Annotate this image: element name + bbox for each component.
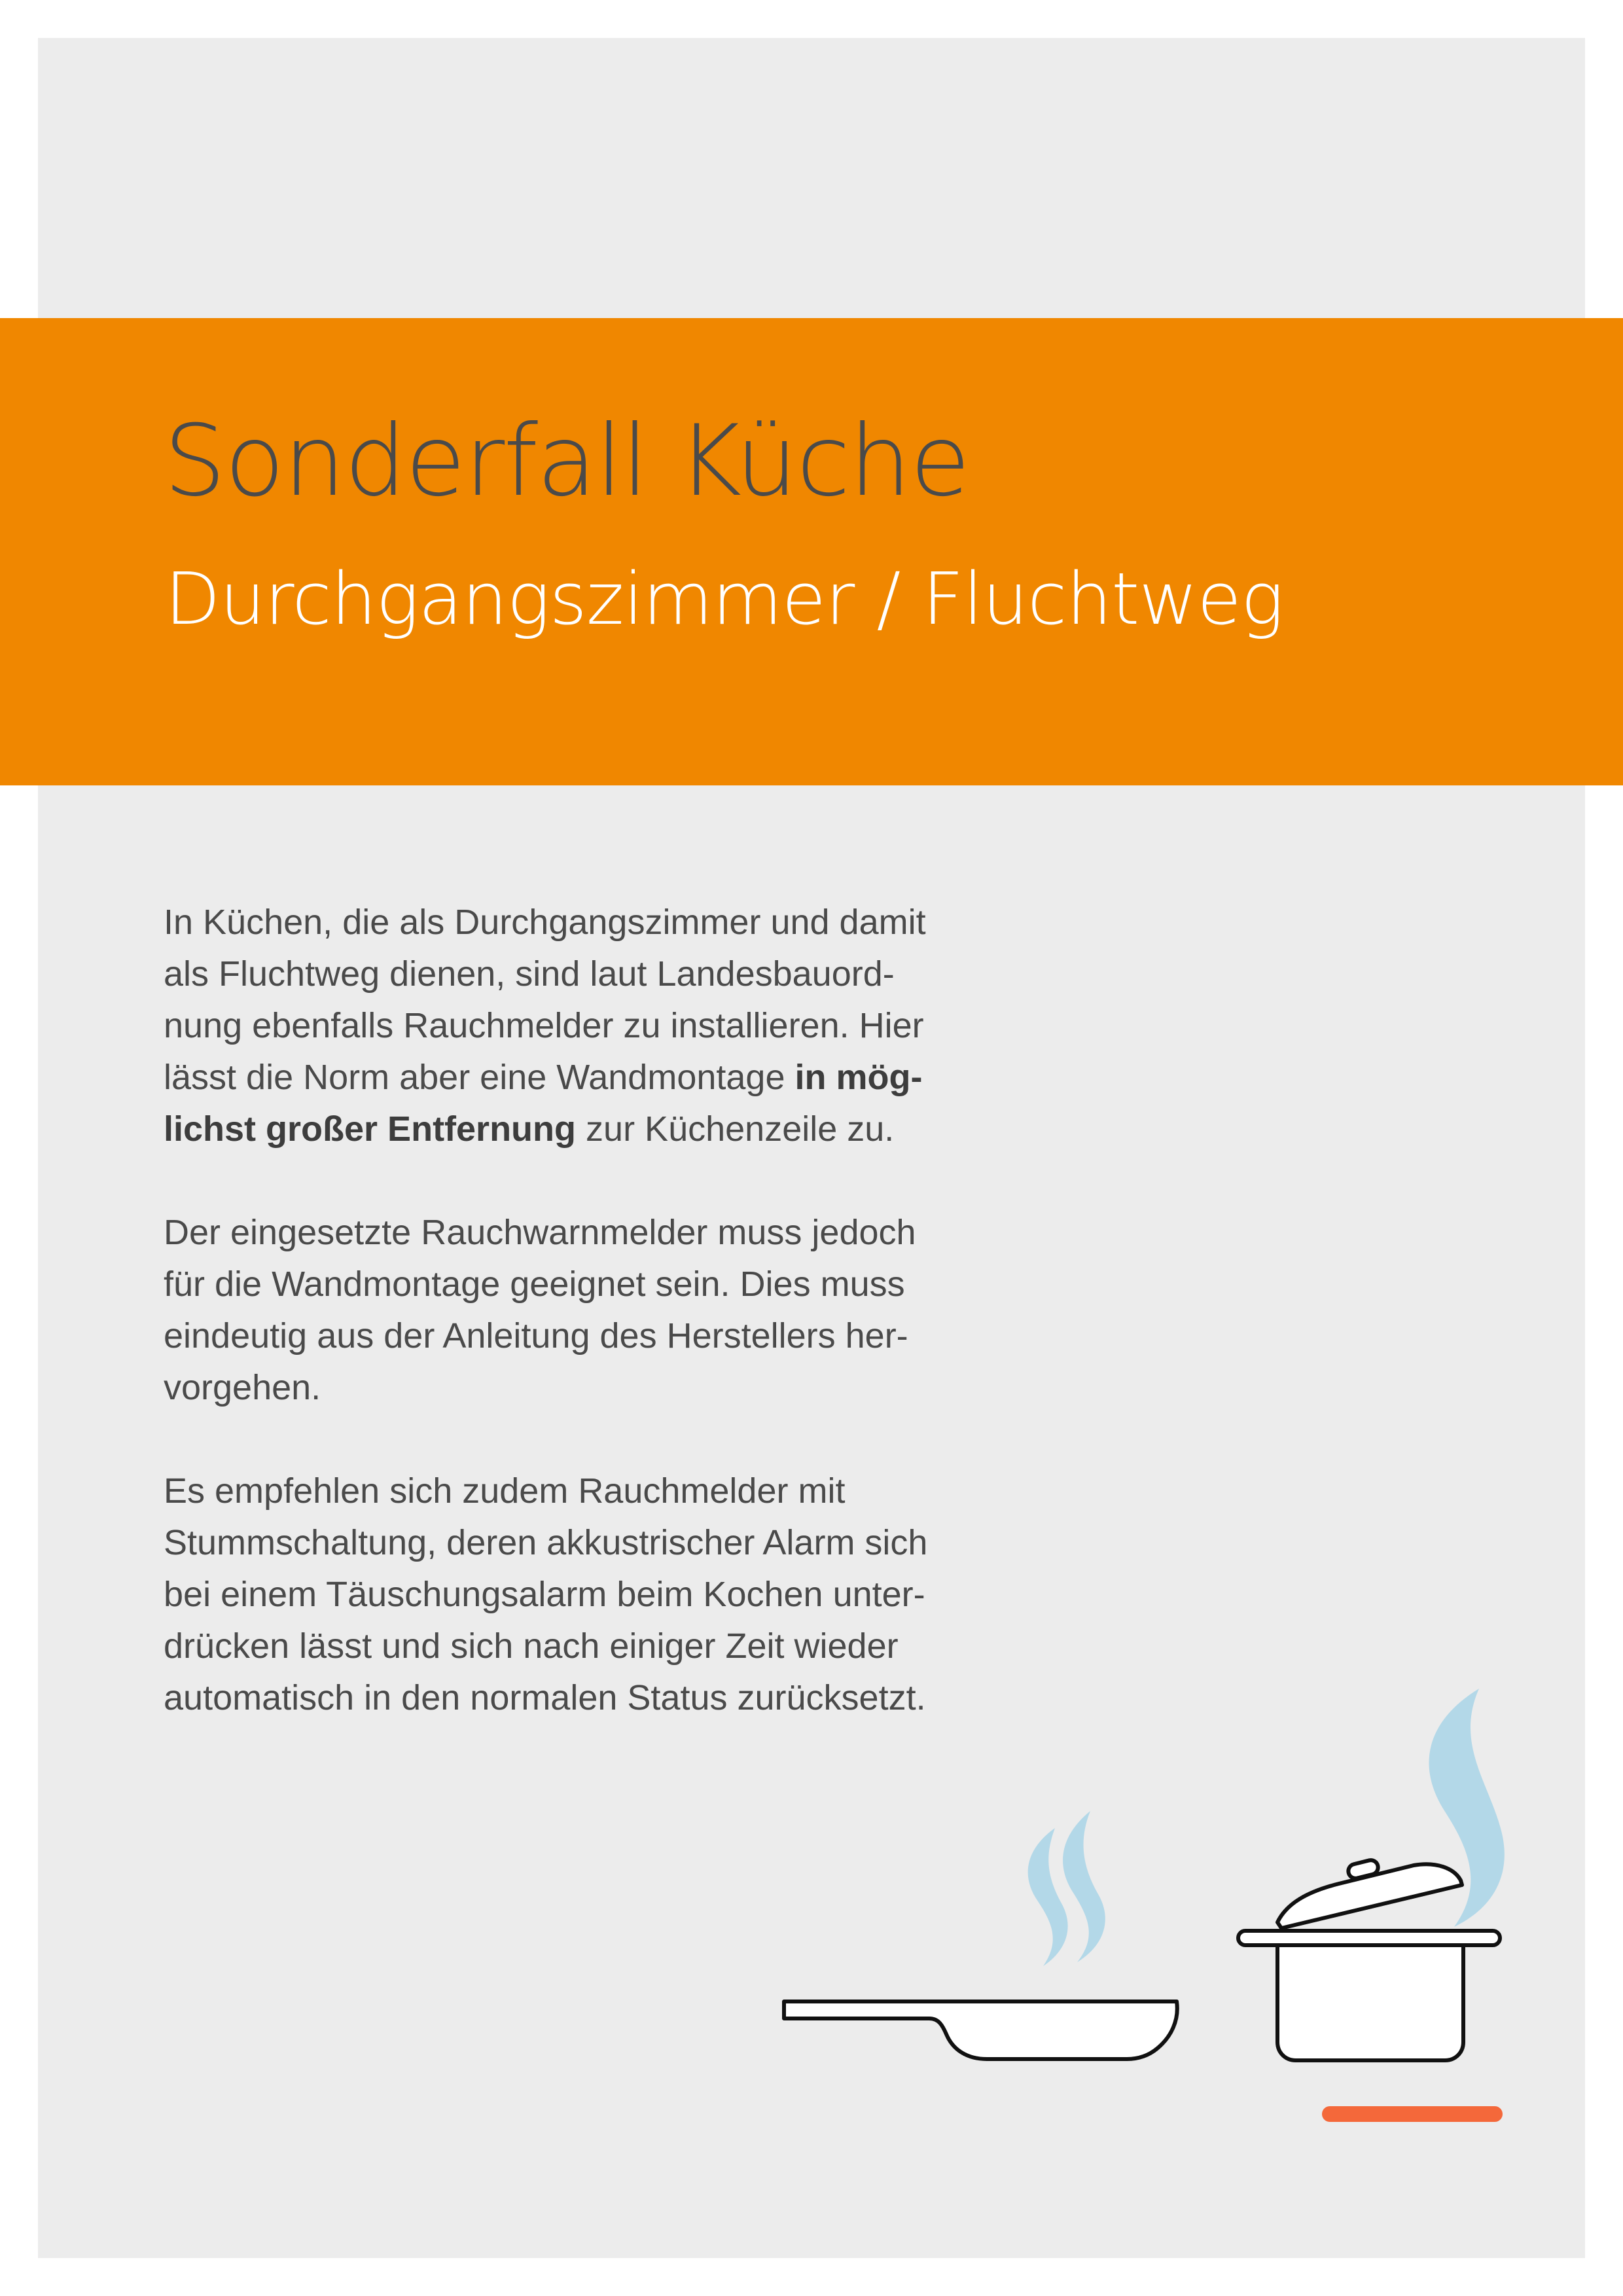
emphasis-text: in mög-: [794, 1058, 923, 1097]
text-line: [164, 1052, 1067, 1103]
text-line: Der eingesetzte Rauchwarnmelder muss jedoch: [164, 1213, 916, 1252]
text-line: drücken lässt und sich nach einiger Zeit wieder: [164, 1626, 899, 1666]
cooking-illustration: [772, 1676, 1544, 2134]
page-subtitle: Durchgangszimmer / Fluchtweg: [165, 557, 1283, 641]
paragraph-detector-suitability: [164, 1207, 1067, 1414]
paragraph-wall-mounting: [164, 897, 1067, 1155]
body-text: [164, 897, 1067, 1776]
text-line: Es empfehlen sich zudem Rauchmelder mit: [164, 1471, 846, 1511]
text-line: [164, 1103, 1067, 1155]
text-line: In Küchen, die als Durchgangszimmer und damit: [164, 903, 926, 942]
text-line: als Fluchtweg dienen, sind laut Landesbauord-: [164, 954, 895, 994]
steam-icon: [1028, 1811, 1105, 1966]
text-segment: lässt die Norm aber eine Wandmontage: [164, 1058, 795, 1097]
text-line: vorgehen.: [164, 1368, 321, 1407]
text-line: bei einem Täuschungsalarm beim Kochen unter-: [164, 1575, 925, 1614]
frying-pan-icon: [784, 2001, 1177, 2059]
heat-indicator: [1322, 2106, 1503, 2122]
text-segment: zur Küchenzeile zu.: [576, 1109, 895, 1149]
text-line: nung ebenfalls Rauchmelder zu installieren. Hier: [164, 1006, 924, 1045]
cooking-pot-icon: [1238, 1859, 1500, 2060]
text-line: automatisch in den normalen Status zurücksetzt.: [164, 1678, 926, 1717]
text-line: eindeutig aus der Anleitung des Herstellers her-: [164, 1316, 908, 1355]
header-banner: [0, 318, 1623, 785]
text-line: für die Wandmontage geeignet sein. Dies muss: [164, 1265, 905, 1304]
page-title: Sonderfall Küche: [164, 404, 969, 518]
emphasis-text: lichst großer Entfernung: [164, 1109, 577, 1149]
text-line: Stummschaltung, deren akkustrischer Alarm sich: [164, 1523, 928, 1562]
